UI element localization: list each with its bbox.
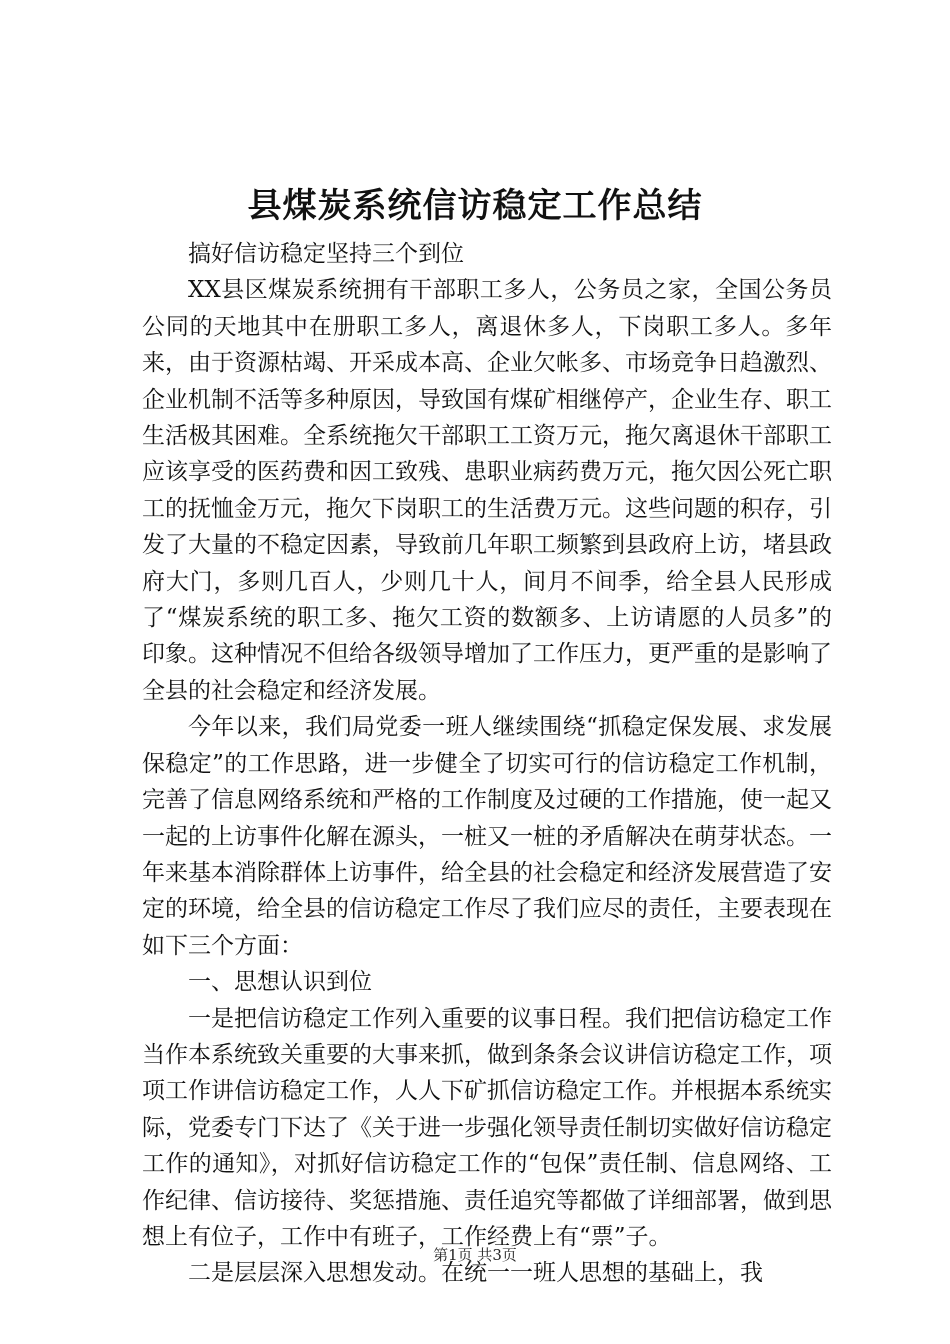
document-body: [142, 236, 832, 1292]
section-heading-1: 一、思想认识到位: [188, 969, 372, 996]
paragraph-point-1: 一是把信访稳定工作列入重要的议事日程。我们把信访稳定工作当作本系统致关重要的大事来抓，做到条条会议讲信访稳定工作，项项工作讲信访稳定工作，人人下矿抓信访稳定工作。并根据本系统实际，党委专门下达了《关于进一步强化领导责任制切实做好信访稳定工作的通知》，对抓好信访稳定工作的“包保”责任制、信息网络、工作纪律、信访接待、奖惩措施、责任追究等都做了详细部署，做到思想上有位子，工作中有班子，工作经费上有“票”子。: [142, 1005, 832, 1250]
page-footer: 第1页 共3页: [433, 1246, 517, 1264]
paragraph-point-2: 二是层层深入思想发动。在统一一班人思想的基础上，我: [188, 1260, 763, 1287]
document-title: 县煤炭系统信访稳定工作总结: [247, 186, 703, 226]
paragraph-subtitle: 搞好信访稳定坚持三个到位: [188, 241, 464, 267]
paragraph-background: XX县区煤炭系统拥有干部职工多人，公务员之家，全国公务员公同的天地其中在册职工多人，离退休多人，下岗职工多人。多年来，由于资源枯竭、开采成本高、企业欠帐多、市场竞争日趋激烈、企业机制不活等多种原因，导致国有煤矿相继停产，企业生存、职工生活极其困难。全系统拖欠干部职工工资万元，拖欠离退休干部职工应该享受的医药费和因工致残、患职业病药费万元，拖欠因公死亡职工的抚恤金万元，拖欠下岗职工的生活费万元。这些问题的积存，引发了大量的不稳定因素，导致前几年职工频繁到县政府上访，堵县政府大门，多则几百人，少则几十人，间月不间季，给全县人民形成了“煤炭系统的职工多、拖欠工资的数额多、上访请愿的人员多”的印象。这种情况不但给各级领导增加了工作压力，更严重的是影响了全县的社会稳定和经济发展。: [142, 277, 832, 704]
paragraph-this-year: 今年以来，我们局党委一班人继续围绕“抓稳定保发展、求发展保稳定”的工作思路，进一步健全了切实可行的信访稳定工作机制，完善了信息网络系统和严格的工作制度及过硬的工作措施，使一起又一起的上访事件化解在源头，一桩又一桩的矛盾解决在萌芽状态。一年来基本消除群体上访事件，给全县的社会稳定和经济发展营造了安定的环境，给全县的信访稳定工作尽了我们应尽的责任，主要表现在如下三个方面：: [142, 714, 832, 959]
